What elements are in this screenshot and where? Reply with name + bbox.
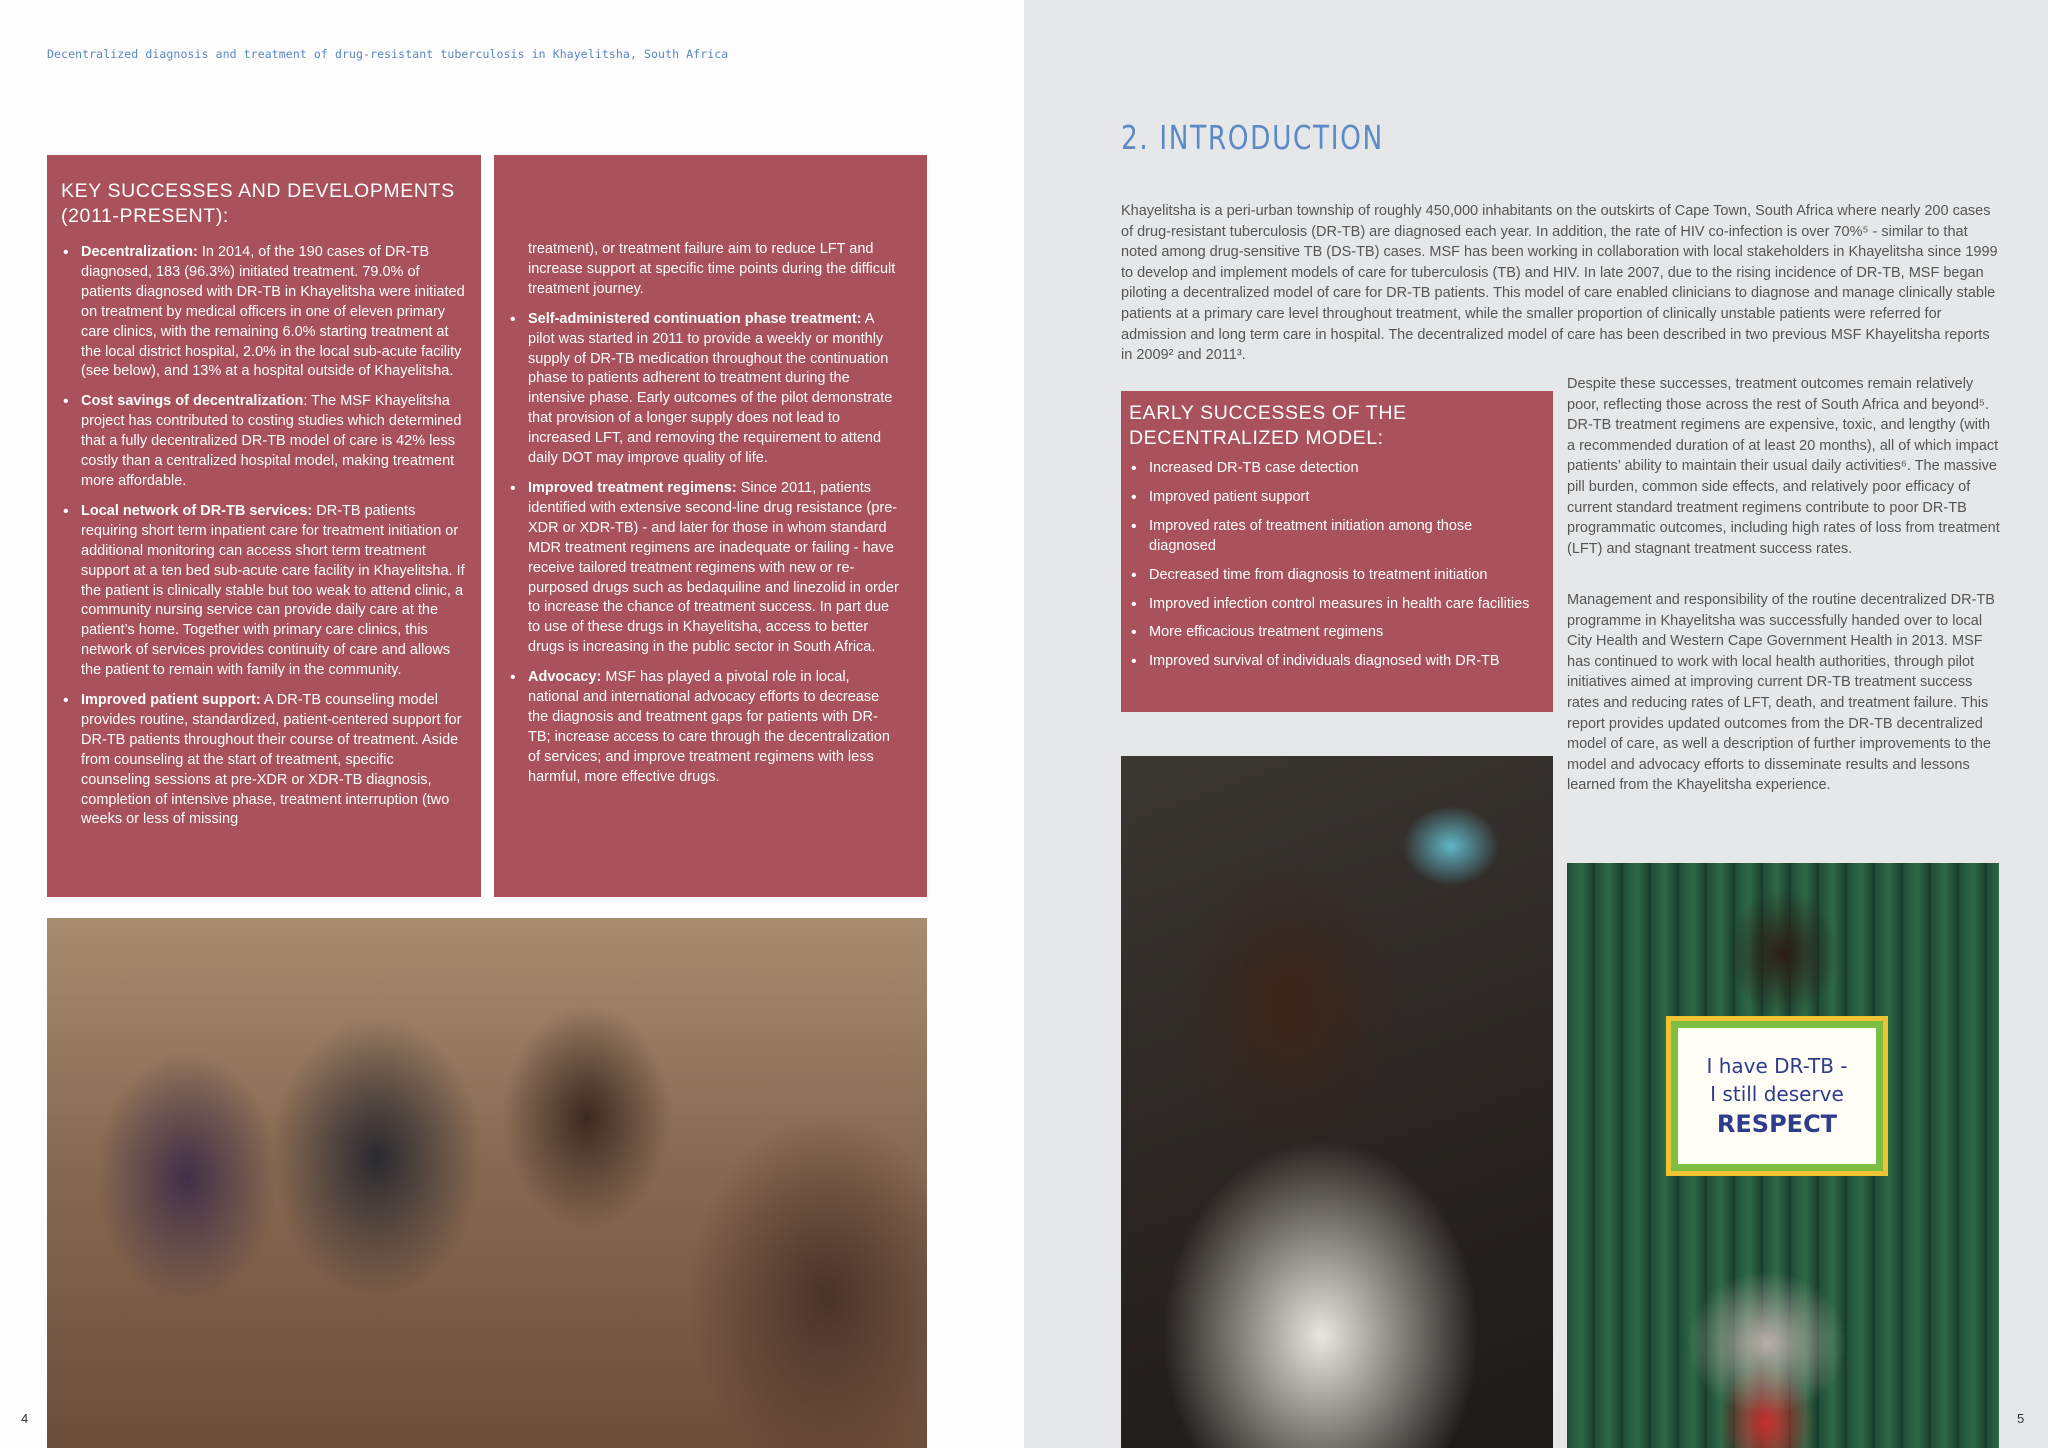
list-item: • Improved rates of treatment initiation among those diagnosed [1129,517,1541,557]
early-successes-list [1129,459,1541,672]
list-item: • Improved patient support [1129,488,1541,508]
support-group-photo [47,918,927,1448]
item-text: A pilot was started in 2011 to provide a weekly or monthly supply of DR-TB medication throughout the continuation phase to patients adherent to treatment during the intensive phase. Early outcomes of the pilot demonstrate that provision of a longer supply does not lead to increased LFT, and removing the requirement to attend daily DOT may improve quality of life. [528,310,893,467]
sign-line-2: I still deserve [1710,1082,1844,1106]
item-label: Self-administered continuation phase treatment: [528,310,862,327]
key-successes-list [61,243,465,830]
list-item: • Improved infection control measures in health care facilities [1129,595,1541,615]
sign-line-1: I have DR-TB - [1706,1054,1848,1078]
list-item [61,243,465,382]
early-successes-heading: EARLY SUCCESSES OF THE DECENTRALIZED MODEL: [1129,402,1407,449]
item-text: In 2014, of the 190 cases of DR-TB diagnosed, 183 (96.3%) initiated treatment. 79.0% of patients diagnosed with DR-TB in Khayelitsha were initiated on treatment by medical officers in one of eleven primary care clinics, with the remaining 6.0% starting treatment at the local district hospital, 2.0% in the local sub-acute facility (see below), and 13% at a hospital outside of Khayelitsha. [81,244,465,380]
list-item [61,392,465,492]
item-label: Decentralization: [81,244,198,260]
key-successes-heading: KEY SUCCESSES AND DEVELOPMENTS (2011-PRESENT): [61,180,455,227]
list-item [61,502,465,681]
body-paragraph: Despite these successes, treatment outcomes remain relatively poor, reflecting those across the rest of South Africa and beyond⁵. DR-TB treatment regimens are expensive, toxic, and lengthy (with a recommended duration of at least 20 months), all of which impact patients’ ability to maintain their usual daily activities⁶. The massive pill burden, common side effects, and relatively poor efficacy of current standard treatment regimens contribute to poor DR-TB programmatic outcomes, including high rates of loss from treatment (LFT) and stagnant treatment success rates. [1567,376,2000,557]
key-successes-list-continued [508,310,899,788]
item-text: DR-TB patients requiring short term inpatient care for treatment initiation or additional monitoring can access short term treatment support at a ten bed sub-acute care facility in Khayelitsha. If the patient is clinically stable but too weak to attend clinic, a community nursing service can provide daily care at the patient’s home. Together with primary care clinics, this network of services provides continuity of care and allows the patient to remain with family in the community. [81,502,465,679]
item-label: Improved treatment regimens: [528,479,737,496]
body-paragraph: Management and responsibility of the routine decentralized DR-TB programme in Khayelitsha was successfully handed over to local City Health and Western Cape Government Health in 2013. MSF has continued to work with local health authorities, through pilot initiatives aimed at improving current DR-TB treatment success rates and reducing rates of LFT, death, and treatment failure. This report provides updated outcomes from the DR-TB decentralized model of care, as well a description of further improvements to the model and advocacy efforts to disseminate results and lessons learned from the Khayelitsha experience. [1567,592,1995,794]
list-item: • More efficacious treatment regimens [1129,623,1541,643]
running-head: Decentralized diagnosis and treatment of drug-resistant tuberculosis in Khayelitsha, South Africa [47,47,729,61]
section-title: 2. INTRODUCTION [1121,118,1384,157]
list-item: • Improved survival of individuals diagnosed with DR-TB [1129,652,1541,672]
item-text: : The MSF Khayelitsha project has contributed to costing studies which determined that a fully decentralized DR-TB model of care is 42% less costly than a centralized hospital model, making treatment more affordable. [81,393,462,489]
page-number-left: 4 [21,1411,29,1426]
key-successes-panel [47,155,481,897]
list-item: • Increased DR-TB case detection [1129,459,1541,479]
item-text: Since 2011, patients identified with extensive second-line drug resistance (pre-XDR or XDR-TB) - and later for those in whom standard MDR treatment regimens are inadequate or failing - have receive tailored treatment regimens with new or re-purposed drugs such as bedaquiline and linezolid in order to increase the chance of treatment success. In part due to use of these drugs in Khayelitsha, access to better drugs is increasing in the public sector in South Africa. [528,479,899,656]
page-number-right: 5 [2017,1411,2025,1426]
list-item [508,668,899,787]
respect-sign-photo [1567,863,1999,1448]
respect-sign [1671,1021,1883,1171]
list-item [61,691,465,830]
list-item [508,310,899,469]
item-label: Advocacy: [528,669,602,686]
intro-paragraph: Khayelitsha is a peri-urban township of roughly 450,000 inhabitants on the outskirts of Cape Town, South Africa where nearly 200 cases of drug-resistant tuberculosis (DR-TB) are diagnosed each year. In addition, the rate of HIV co-infection is over 70%⁵ - similar to that noted among drug-sensitive TB (DS-TB) cases. MSF has been working in collaboration with local stakeholders in Khayelitsha since 1999 to develop and implement models of care for tuberculosis (TB) and HIV. In late 2007, due to the rising incidence of DR-TB, MSF began piloting a decentralized model of care for DR-TB patients. This model of care enabled clinicians to diagnose and manage clinically stable patients at a primary care level throughout treatment, while the smaller proportion of clinically unstable patients were referred for admission and long term care in hospital. The decentralized model of care has been described in two previous MSF Khayelitsha reports in 2009² and 2011³. [1121,203,1998,364]
sign-line-3: RESPECT [1716,1110,1838,1138]
item-text: MSF has played a pivotal role in local, national and international advocacy efforts to decrease the diagnosis and treatment gaps for patients with DR-TB; increase access to care through the decentralization of services; and improve treatment regimens with less harmful, more effective drugs. [528,669,890,785]
continuation-text: treatment), or treatment failure aim to reduce LFT and increase support at specific time points during the difficult treatment journey. [528,241,896,297]
key-successes-panel-continued [494,155,927,897]
early-successes-panel [1121,391,1553,712]
list-item: • Decreased time from diagnosis to treatment initiation [1129,566,1541,586]
smiling-woman-photo [1121,756,1553,1448]
item-label: Local network of DR-TB services: [81,502,313,519]
item-label: Improved patient support: [81,692,261,709]
item-text: A DR-TB counseling model provides routine, standardized, patient-centered support for DR-TB patients throughout their course of treatment. Aside from counseling at the start of treatment, specific counseling sessions at pre-XDR or XDR-TB diagnosis, completion of intensive phase, treatment interruption (two weeks or less of missing [81,692,462,828]
item-label: Cost savings of decentralization [81,393,304,410]
list-item [508,479,899,658]
